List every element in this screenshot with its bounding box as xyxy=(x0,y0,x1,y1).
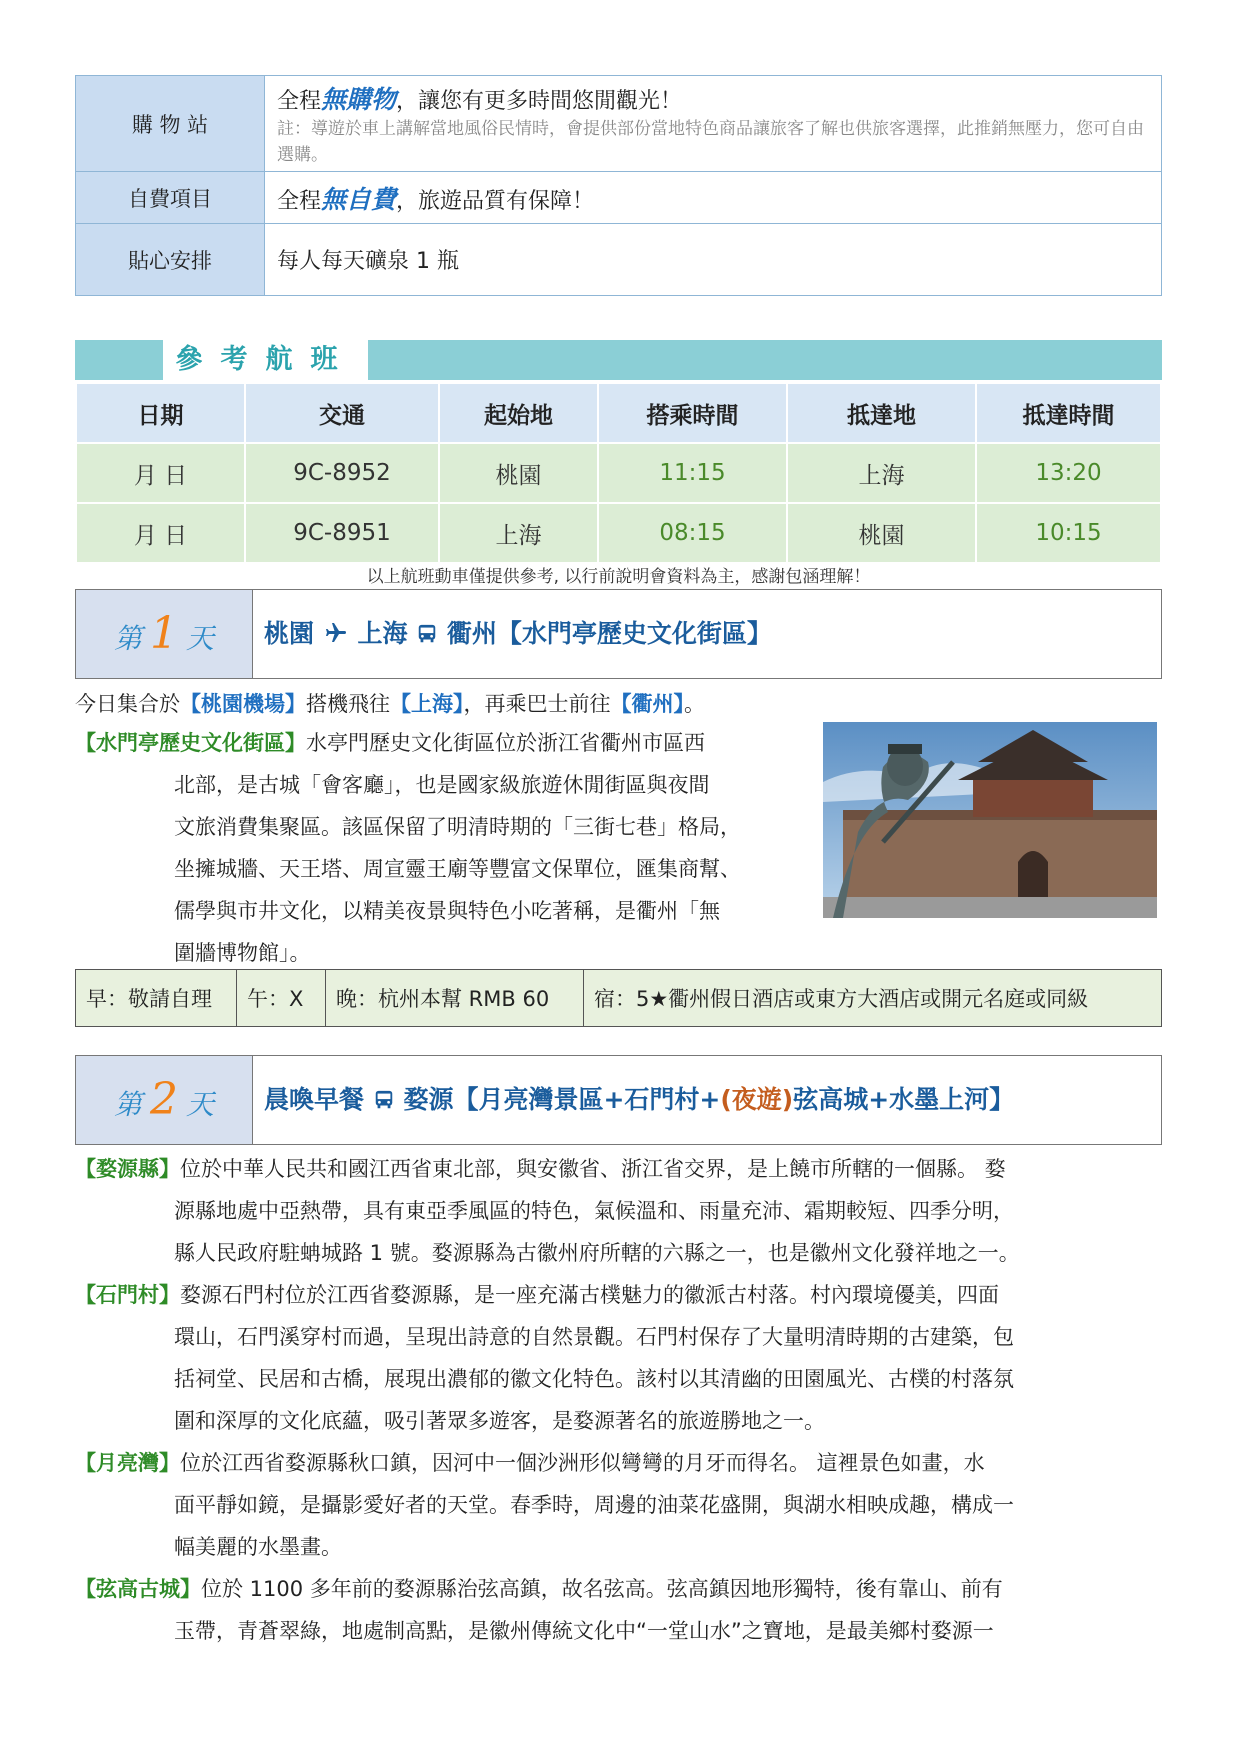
flights-title: 參考航班 xyxy=(163,340,368,380)
day1-number: 第 1 天 xyxy=(76,590,253,678)
meal-dinner: 晚：杭州本幫 RMB 60 xyxy=(326,970,584,1027)
day2-description xyxy=(75,1148,1165,1652)
shopping-value: 全程無購物，讓您有更多時間悠閒觀光！ 註：導遊於車上講解當地風俗民情時，會提供部份當地特色商品讓旅客了解也供旅客選擇，此推銷無壓力，您可自由選購。 xyxy=(265,76,1162,172)
optional-value: 全程無自費，旅遊品質有保障！ xyxy=(265,172,1162,224)
day1-intro: 今日集合於【桃園機場】搭機飛往【上海】，再乘巴士前往【衢州】。 xyxy=(75,692,705,716)
section-wuyuan: 【婺源縣】位於中華人民共和國江西省東北部，與安徽省、浙江省交界，是上饒市所轄的一個縣。 婺 源縣地處中亞熱帶，具有東亞季風區的特色，氣候溫和、雨量充沛、霜期較短、四季分明， 縣人民政府駐蚺城路 1 號。婺源縣為古徽州府所轄的六縣之一，也是徽州文化發祥地之一。 xyxy=(75,1157,1020,1265)
flights-note: 以上航班動車僅提供參考, 以行前說明會資料為主，感謝包涵理解！ xyxy=(366,567,871,587)
flights-title-bar xyxy=(75,340,1162,380)
optional-label: 自費項目 xyxy=(76,172,265,224)
table-row: 月 日 9C-8951 上海 08:15 桃園 10:15 xyxy=(77,504,1160,562)
day2-number: 第 2 天 xyxy=(76,1056,253,1144)
day1-description: 【水門亭歷史文化街區】水亭門歷史文化街區位於浙江省衢州市區西 北部，是古城「會客廳」，也是國家級旅遊休閒街區與夜間 文旅消費集聚區。該區保留了明清時期的「三街七巷」格局， 坐擁城牆、天王塔、周宣靈王廟等豐富文保單位，匯集商幫、 儒學與市井文化，以精美夜景與特色小吃著稱，是衢州「無 圍牆博物館」。 xyxy=(75,731,741,965)
plane-icon xyxy=(323,621,349,645)
meal-breakfast: 早：敬請自理 xyxy=(76,970,237,1027)
shopping-note: 註：導遊於車上講解當地風俗民情時，會提供部份當地特色商品讓旅客了解也供旅客選擇，此推銷無壓力，您可自由選購。 xyxy=(277,118,1144,165)
section-moon-bay: 【月亮灣】位於江西省婺源縣秋口鎮，因河中一個沙洲形似彎彎的月牙而得名。 這裡景色如畫，水 面平靜如鏡，是攝影愛好者的天堂。春季時，周邊的油菜花盛開，與湖水相映成趣，構成一 幅美麗的水墨畫。 xyxy=(75,1451,1014,1559)
day1-title: 桃園 上海 衢州【水門亭歷史文化街區】 xyxy=(264,619,772,648)
care-value: 每人每天礦泉 1 瓶 xyxy=(265,224,1162,296)
section-xiangao: 【弦高古城】位於 1100 多年前的婺源縣治弦高鎮，故名弦高。弦高鎮因地形獨特，後有靠山、前有 玉帶，青蒼翠綠，地處制高點，是徽州傳統文化中“一堂山水”之寶地，是最美鄉村婺源一 xyxy=(75,1577,1003,1643)
flights-header: 搭乘時間 xyxy=(599,384,786,442)
day1-header xyxy=(75,589,1162,679)
section-shimen: 【石門村】婺源石門村位於江西省婺源縣，是一座充滿古樸魅力的徽派古村落。村內環境優美，四面 環山，石門溪穿村而過，呈現出詩意的自然景觀。石門村保存了大量明清時期的古建築，包 括祠堂、民居和古橋，展現出濃郁的徽文化特色。該村以其清幽的田園風光、古樸的村落氛 圍和深厚的文化底蘊，吸引著眾多遊客，是婺源著名的旅遊勝地之一。 xyxy=(75,1283,1014,1433)
care-label: 貼心安排 xyxy=(76,224,265,296)
bus-icon xyxy=(373,1089,395,1111)
flights-header: 抵達地 xyxy=(788,384,975,442)
bus-icon xyxy=(416,623,438,645)
flights-header: 日期 xyxy=(77,384,244,442)
shopping-label: 購 物 站 xyxy=(76,76,265,172)
day2-title: 晨喚早餐 婺源【月亮灣景區+石門村+(夜遊)弦高城+水墨上河】 xyxy=(264,1085,1015,1114)
flights-header: 抵達時間 xyxy=(977,384,1160,442)
info-table xyxy=(75,75,1162,296)
day2-header xyxy=(75,1055,1162,1145)
flights-header: 交通 xyxy=(246,384,438,442)
flights-table xyxy=(75,382,1162,564)
shuiting-gate-photo xyxy=(823,722,1157,918)
meal-lunch: 午：X xyxy=(237,970,326,1027)
flights-header: 起始地 xyxy=(440,384,597,442)
table-row: 月 日 9C-8952 桃園 11:15 上海 13:20 xyxy=(77,444,1160,502)
day1-meals xyxy=(75,969,1162,1027)
hotel: 宿：5★衢州假日酒店或東方大酒店或開元名庭或同級 xyxy=(584,970,1162,1027)
